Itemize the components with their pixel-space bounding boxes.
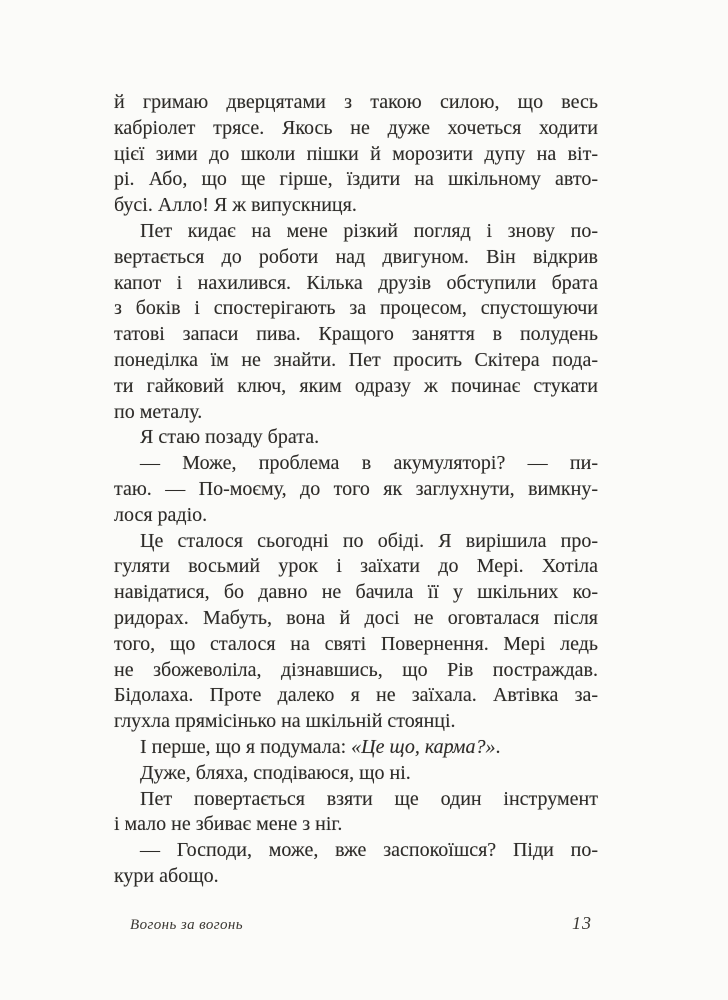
text-line: по металу.: [114, 400, 203, 423]
paragraph: [114, 90, 598, 219]
text-line: татові запаси пива. Кращого заняття в полудень: [114, 323, 598, 346]
page-number: 13: [572, 913, 592, 933]
text-line: — Може, проблема в акумуляторі? — пи-: [140, 452, 598, 475]
text-line: ридорах. Мабуть, вона й досі не оговталася після: [114, 606, 598, 629]
text-line: Дуже, бляха, сподіваюся, що ні.: [140, 761, 411, 784]
text-block: [114, 90, 598, 890]
text-line: вертається до роботи над двигуном. Він відкрив: [114, 245, 598, 268]
text-line: з боків і спостерігають за процесом, спустошуючи: [114, 297, 598, 320]
paragraph: [114, 451, 598, 528]
text-line: [114, 735, 598, 761]
text-line: Пет повертається взяти ще один інструмент: [140, 787, 598, 810]
text-line: таю. — По-моєму, до того як заглухнути, вимкну-: [114, 477, 598, 500]
paragraph: [114, 761, 598, 787]
text-line: не збожеволіла, дізнавшись, що Рів постраждав.: [114, 658, 598, 681]
text-line: — Господи, може, вже заспокоїшся? Піди по-: [140, 839, 598, 862]
text-line: бусі. Алло! Я ж випускниця.: [114, 194, 357, 217]
paragraph: [114, 838, 598, 890]
text-line: кабріолет трясе. Якось не дуже хочеться ходити: [114, 116, 598, 139]
text-line: цієї зими до школи пішки й морозити дупу на віт-: [114, 142, 598, 165]
text-line: навідатися, бо давно не бачила її у шкільних ко-: [114, 581, 598, 604]
text-line: глухла прямісінько на шкільній стоянці.: [114, 710, 456, 733]
running-title: Вогонь за вогонь: [130, 917, 243, 933]
text-segment: .: [495, 735, 501, 758]
text-segment: І перше, що я подумала:: [140, 735, 352, 758]
text-line: Бідолаха. Проте далеко я не заїхала. Автівка за-: [114, 684, 598, 707]
paragraph: [114, 425, 598, 451]
text-line: того, що сталося на святі Повернення. Мері ледь: [114, 632, 598, 655]
text-line: й гримаю дверцятами з такою силою, що весь: [114, 91, 598, 113]
text-line: Я стаю позаду брата.: [140, 426, 320, 449]
text-line: капот і нахилився. Кілька друзів обступили брата: [114, 271, 598, 294]
text-line: і мало не збиває мене з ніг.: [114, 813, 343, 836]
text-line: понеділка їм не знайти. Пет просить Скітера пода-: [114, 348, 598, 371]
text-line: лося радіо.: [114, 503, 208, 526]
text-line: Це сталося сьогодні по обіді. Я вирішила про-: [140, 529, 598, 552]
text-line: ти гайковий ключ, яким одразу ж починає стукати: [114, 374, 598, 397]
text-line: гуляти восьмий урок і заїхати до Мері. Хотіла: [114, 555, 598, 578]
paragraph: [114, 787, 598, 839]
italic-quote: «Це що, карма?»: [351, 735, 496, 758]
paragraph: [114, 529, 598, 735]
page-footer: [114, 913, 592, 934]
text-line: Пет кидає на мене різкий погляд і знову по-: [140, 219, 598, 242]
text-line: кури абощо.: [114, 864, 219, 887]
paragraph: [114, 735, 598, 761]
text-line: рі. Або, що ще гірше, їздити на шкільному авто-: [114, 168, 598, 191]
paragraph: [114, 219, 598, 425]
